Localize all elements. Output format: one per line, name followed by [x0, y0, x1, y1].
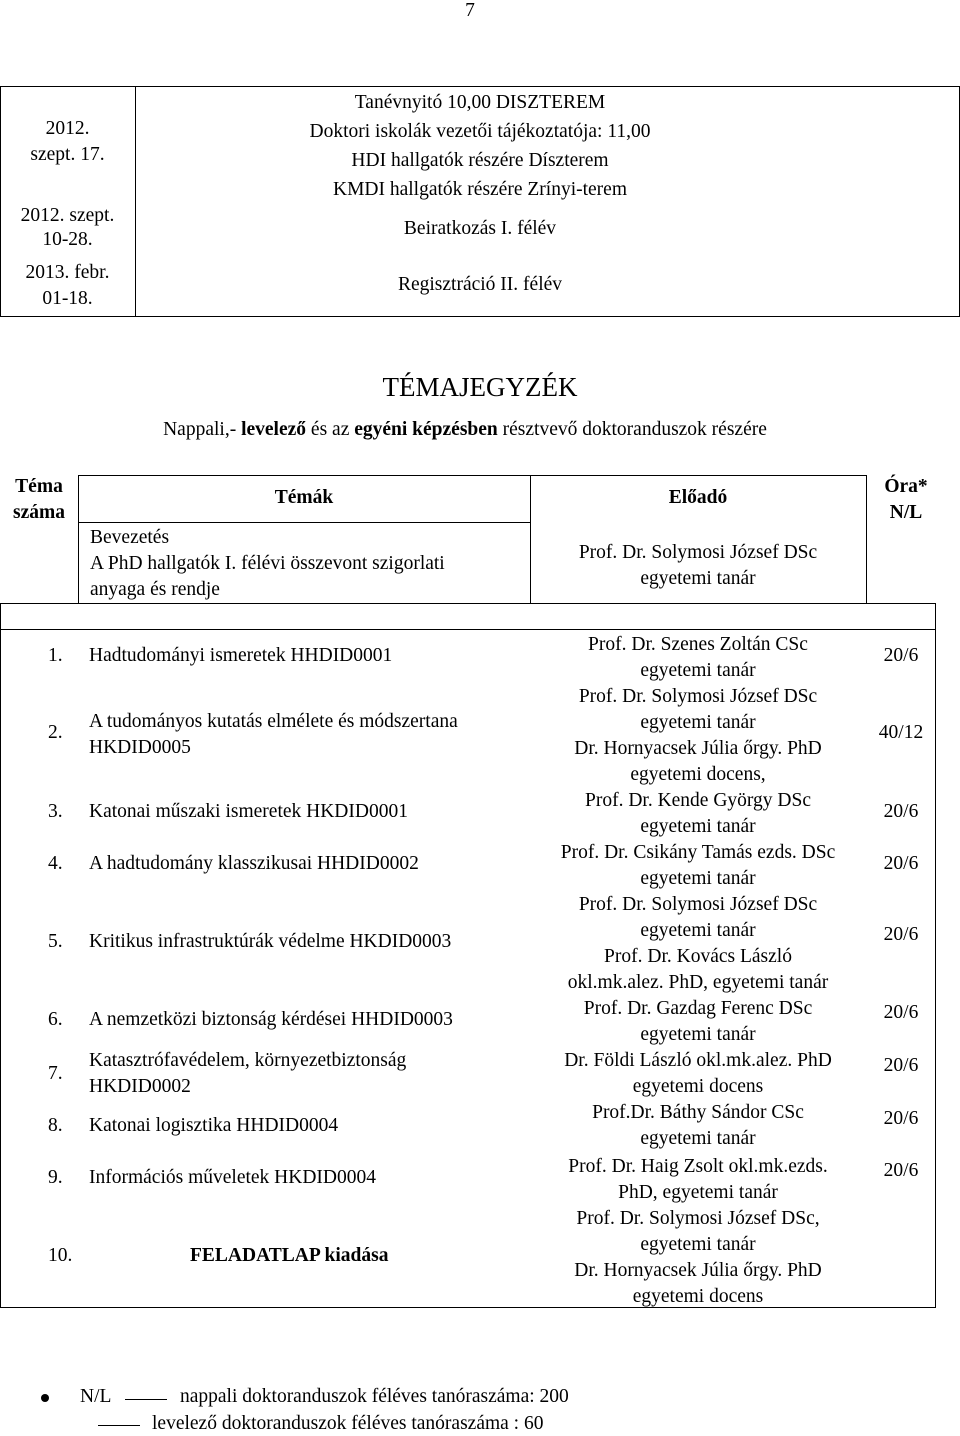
row-lecturer: Prof. Dr. Solymosi József DSc egyetemi tanár Prof. Dr. Kovács László okl.mk.alez. PhD, egyetemi tanár [567, 894, 829, 993]
footnote-text: nappali doktoranduszok féléves tanóraszáma: 200 [180, 1386, 569, 1407]
row-number: 1. [48, 645, 63, 666]
row-number: 2. [48, 722, 63, 743]
row-number: 7. [48, 1063, 63, 1084]
schedule-event-1: Tanévnyitó 10,00 DISZTEREM Doktori iskolák vezetői tájékoztatója: 11,00 HDI hallgatók részére Díszterem KMDI hallgatók részére Zrínyi-terem [309, 92, 651, 200]
row-number: 3. [48, 801, 63, 822]
bullet-icon [41, 1394, 49, 1402]
row-number: 9. [48, 1167, 63, 1188]
row-topic: A tudományos kutatás elmélete és módszertana HKDID0005 [89, 711, 458, 758]
header-hours: Óra* N/L [884, 476, 928, 523]
schedule-event-3: Regisztráció II. félév [397, 274, 563, 295]
row-topic: Információs műveletek HKDID0004 [89, 1167, 377, 1188]
row-topic: FELADATLAP kiadása [190, 1245, 389, 1266]
row-number: 8. [48, 1115, 63, 1136]
row-hours: 20/6 [883, 1160, 919, 1181]
schedule-date-3: 2013. febr. 01-18. [25, 262, 110, 309]
row-number: 4. [48, 853, 63, 874]
dash-icon [98, 1425, 140, 1426]
row-topic: A nemzetközi biztonság kérdései HHDID0003 [89, 1009, 453, 1030]
row-hours: 20/6 [883, 1002, 919, 1023]
row-lecturer: Prof.Dr. Báthy Sándor CSc egyetemi tanár [592, 1102, 804, 1149]
row-topic: Katasztrófavédelem, környezetbiztonság HKDID0002 [89, 1050, 407, 1097]
page-number: 7 [465, 0, 475, 21]
header-topic-number: Téma száma [13, 476, 65, 523]
footnote-label: N/L [80, 1386, 112, 1407]
row-hours: 20/6 [883, 645, 919, 666]
schedule-event-2: Beiratkozás I. félév [403, 218, 557, 239]
row-lecturer: Prof. Dr. Szenes Zoltán CSc egyetemi tanár [588, 634, 808, 681]
footnote-text: levelező doktoranduszok féléves tanóraszáma : 60 [152, 1413, 544, 1434]
row-hours: 20/6 [883, 1055, 919, 1076]
document-title: TÉMAJEGYZÉK [382, 372, 578, 402]
header-lecturer: Előadó [668, 487, 728, 508]
row-hours: 40/12 [878, 722, 924, 743]
schedule-date-2: 2012. szept. 10-28. [20, 205, 115, 250]
row-hours: 20/6 [883, 1108, 919, 1129]
intro-topic: Bevezetés A PhD hallgatók I. félévi összevont szigorlati anyaga és rendje [90, 527, 445, 600]
row-lecturer: Prof. Dr. Haig Zsolt okl.mk.ezds. PhD, egyetemi tanár [568, 1156, 828, 1203]
intro-lecturer: Prof. Dr. Solymosi József DSc egyetemi tanár [578, 542, 818, 589]
row-lecturer: Prof. Dr. Solymosi József DSc, egyetemi tanár Dr. Hornyacsek Júlia őrgy. PhD egyetemi docens [574, 1208, 822, 1307]
row-hours: 20/6 [883, 853, 919, 874]
row-hours: 20/6 [883, 801, 919, 822]
schedule-date-1: 2012. szept. 17. [30, 118, 105, 165]
row-topic: A hadtudomány klasszikusai HHDID0002 [89, 853, 419, 874]
dash-icon [125, 1399, 167, 1400]
row-lecturer: Dr. Földi László okl.mk.alez. PhD egyetemi docens [564, 1050, 832, 1097]
row-hours: 20/6 [883, 924, 919, 945]
row-lecturer: Prof. Dr. Solymosi József DSc egyetemi tanár Dr. Hornyacsek Júlia őrgy. PhD egyetemi docens, [574, 686, 822, 785]
row-number: 10. [48, 1245, 73, 1266]
row-lecturer: Prof. Dr. Gazdag Ferenc DSc egyetemi tanár [583, 998, 813, 1045]
document-subtitle: Nappali,- levelező és az egyéni képzésben résztvevő doktoranduszok részére [163, 419, 767, 440]
row-topic: Hadtudományi ismeretek HHDID0001 [89, 645, 393, 666]
row-lecturer: Prof. Dr. Kende György DSc egyetemi tanár [584, 790, 812, 837]
row-number: 6. [48, 1009, 63, 1030]
row-number: 5. [48, 931, 63, 952]
row-topic: Katonai logisztika HHDID0004 [89, 1115, 339, 1136]
row-topic: Kritikus infrastruktúrák védelme HKDID0003 [89, 931, 452, 952]
header-topics: Témák [274, 487, 334, 508]
row-lecturer: Prof. Dr. Csikány Tamás ezds. DSc egyetemi tanár [560, 842, 836, 889]
row-topic: Katonai műszaki ismeretek HKDID0001 [89, 801, 408, 822]
